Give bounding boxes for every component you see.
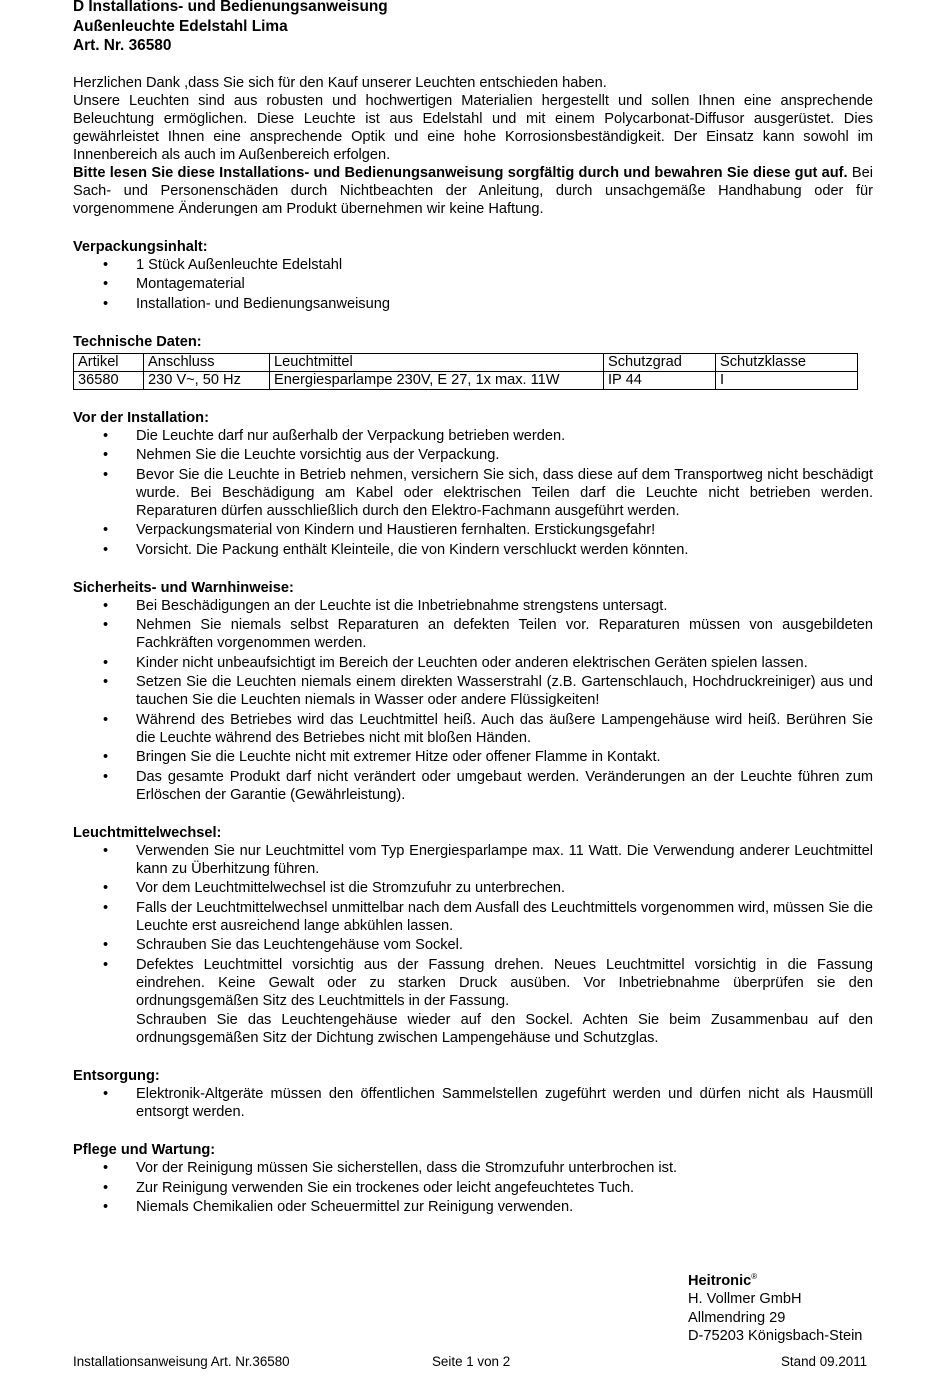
header-article-number: Art. Nr. 36580 <box>73 37 172 54</box>
bulb-list <box>73 842 873 1010</box>
list-item: • Kinder nicht unbeaufsichtigt im Bereich der Leuchten oder anderen elektrischen Geräten spielen lassen. <box>73 654 873 672</box>
list-item: • Niemals Chemikalien oder Scheuermittel zur Reinigung verwenden. <box>73 1198 873 1216</box>
list-item: • 1 Stück Außenleuchte Edelstahl <box>73 256 873 274</box>
list-item: • Vorsicht. Die Packung enthält Kleinteile, die von Kindern verschluckt werden könnten. <box>73 541 873 559</box>
column-header: Schutzklasse <box>716 353 858 371</box>
table-cell: Energiesparlampe 230V, E 27, 1x max. 11W <box>270 371 604 389</box>
company-address <box>688 1268 862 1346</box>
list-item: • Verpackungsmaterial von Kindern und Haustieren fernhalten. Erstickungsgefahr! <box>73 521 873 539</box>
list-item: • Elektronik-Altgeräte müssen den öffentlichen Sammelstellen zugeführt werden und dürfen nicht als Hausmüll entsorgt werden. <box>73 1085 873 1121</box>
disposal-heading: Entsorgung: <box>73 1068 160 1084</box>
list-item: • Falls der Leuchtmittelwechsel unmittelbar nach dem Ausfall des Leuchtmittels vorgenommen wird, müssen Sie die Leuchte erst ausreichend lange abkühlen lassen. <box>73 899 873 935</box>
list-item: • Zur Reinigung verwenden Sie ein trockenes oder leicht angefeuchtetes Tuch. <box>73 1179 873 1197</box>
safety-list <box>73 597 873 804</box>
intro-thanks: Herzlichen Dank ,dass Sie sich für den Kauf unserer Leuchten entschieden haben. <box>73 74 607 91</box>
table-row <box>74 371 858 389</box>
tech-heading: Technische Daten: <box>73 333 202 350</box>
tech-section <box>73 333 873 390</box>
company-city: D-75203 Königsbach-Stein <box>688 1328 863 1345</box>
header-product: Außenleuchte Edelstahl Lima <box>73 17 288 35</box>
table-header-row <box>74 353 858 371</box>
bulb-heading: Leuchtmittelwechsel: <box>73 824 222 841</box>
company-brand: Heitronic <box>688 1272 752 1289</box>
column-header: Schutzgrad <box>604 353 716 371</box>
footer-page-number: Seite 1 von 2 <box>432 1354 511 1369</box>
list-item: • Defektes Leuchtmittel vorsichtig aus der Fassung drehen. Neues Leuchtmittel vorsichtig in die Fassung eindrehen. Keine Gewalt oder zu starken Druck ausüben. Vor Inbetriebnahme überprüfen sie den ordnungsgemäßen Sitz des Leuchtmittels in der Fassung. <box>73 956 873 1010</box>
document-header <box>73 0 873 56</box>
disposal-section <box>73 1067 873 1121</box>
list-item: • Die Leuchte darf nur außerhalb der Verpackung betrieben werden. <box>73 427 873 445</box>
table-cell: IP 44 <box>604 371 716 389</box>
list-item: • Schrauben Sie das Leuchtengehäuse vom Sockel. <box>73 936 873 954</box>
list-item: • Installation- und Bedienungsanweisung <box>73 295 873 313</box>
list-item: • Vor dem Leuchtmittelwechsel ist die Stromzufuhr zu unterbrechen. <box>73 879 873 897</box>
intro-warning <box>73 164 873 218</box>
intro-description: Unsere Leuchten sind aus robusten und hochwertigen Materialien hergestellt und sollen Ihnen eine ansprechende Beleuchtung ermöglichen. Diese Leuchte ist aus Edelstahl und mit einem Polycarbonat-Diffusor ausgerüstet. Dies gewährleistet Ihnen eine ansprechende Optik und eine hohe Korrosionsbeständigkeit. Der Einsatz kann sowohl im Innenbereich als auch im Außenbereich erfolgen. <box>73 92 873 163</box>
company-brand-line <box>688 1268 862 1290</box>
safety-section <box>73 579 873 804</box>
list-item: • Setzen Sie die Leuchten niemals einem direkten Wasserstrahl (z.B. Gartenschlauch, Hochdruckreiniger) aus und tauchen Sie die Leuchten niemals in Wasser oder andere Flüssigkeiten! <box>73 673 873 709</box>
list-item: • Während des Betriebes wird das Leuchtmittel heiß. Auch das äußere Lampengehäuse wird heiß. Berühren Sie die Leuchte während des Betriebes nicht mit bloßen Händen. <box>73 711 873 747</box>
list-item: • Bringen Sie die Leuchte nicht mit extremer Hitze oder offener Flamme in Kontakt. <box>73 748 873 766</box>
footer-date: Stand 09.2011 <box>781 1354 868 1369</box>
footer-left: Installationsanweisung Art. Nr.36580 <box>73 1354 290 1369</box>
list-item: • Bevor Sie die Leuchte in Betrieb nehmen, versichern Sie sich, dass diese auf dem Transportweg nicht beschädigt wurde. Bei Beschädigung am Kabel oder elektrischen Teilen darf die Leuchte nicht betrieben werden. Reparaturen dürfen ausschließlich durch den Elektro-Fachmann ausgeführt werden. <box>73 466 873 520</box>
document-page <box>73 0 873 1218</box>
list-item: • Montagematerial <box>73 275 873 293</box>
disposal-list <box>73 1085 873 1121</box>
table-cell: I <box>716 371 858 389</box>
list-item: • Verwenden Sie nur Leuchtmittel vom Typ Energiesparlampe max. 11 Watt. Die Verwendung anderer Leuchtmittel kann zu Überhitzung führen. <box>73 842 873 878</box>
column-header: Anschluss <box>144 353 270 371</box>
care-heading: Pflege und Wartung: <box>73 1142 216 1158</box>
registered-mark: ® <box>751 1272 758 1281</box>
packaging-heading: Verpackungsinhalt: <box>73 238 208 255</box>
before-heading: Vor der Installation: <box>73 409 209 426</box>
bulb-continuation: Schrauben Sie das Leuchtengehäuse wieder auf den Sockel. Achten Sie beim Zusammenbau auf den ordnungsgemäßen Sitz der Dichtung zwischen Lampengehäuse und Schutzglas. <box>136 1012 873 1046</box>
list-item: • Nehmen Sie die Leuchte vorsichtig aus der Verpackung. <box>73 446 873 464</box>
company-name: H. Vollmer GmbH <box>688 1291 802 1308</box>
packaging-section <box>73 238 873 313</box>
care-list <box>73 1159 873 1216</box>
intro-section <box>73 74 873 218</box>
company-street: Allmendring 29 <box>688 1309 786 1326</box>
column-header: Leuchtmittel <box>270 353 604 371</box>
list-item: • Nehmen Sie niemals selbst Reparaturen an defekten Teilen vor. Reparaturen müssen von ausgebildeten Fachkräften vorgenommen werden. <box>73 616 873 652</box>
packaging-list <box>73 256 873 313</box>
list-item: • Bei Beschädigungen an der Leuchte ist die Inbetriebnahme strengstens untersagt. <box>73 597 873 615</box>
table-cell: 230 V~, 50 Hz <box>144 371 270 389</box>
intro-warning-bold: Bitte lesen Sie diese Installations- und Bedienungsanweisung sorgfältig durch und bewahren Sie diese gut auf. <box>73 164 848 181</box>
before-list <box>73 427 873 559</box>
column-header: Artikel <box>74 353 144 371</box>
safety-heading: Sicherheits- und Warnhinweise: <box>73 579 294 596</box>
tech-table <box>73 353 858 390</box>
care-section <box>73 1141 873 1216</box>
bulb-change-section <box>73 824 873 1048</box>
list-item: • Das gesamte Produkt darf nicht verändert oder umgebaut werden. Veränderungen an der Leuchte führen zum Erlöschen der Garantie (Gewährleistung). <box>73 768 873 804</box>
list-item: • Vor der Reinigung müssen Sie sicherstellen, dass die Stromzufuhr unterbrochen ist. <box>73 1159 873 1177</box>
header-title: D Installations- und Bedienungsanweisung <box>73 0 388 15</box>
table-cell: 36580 <box>74 371 144 389</box>
before-installation-section <box>73 409 873 559</box>
intro-warning-rest: Bei Sach- und Personenschäden durch Nichtbeachten der Anleitung, durch unsachgemäße Handhabung oder für vorgenommene Änderungen am Produkt übernehmen wir keine Haftung. <box>73 164 873 217</box>
